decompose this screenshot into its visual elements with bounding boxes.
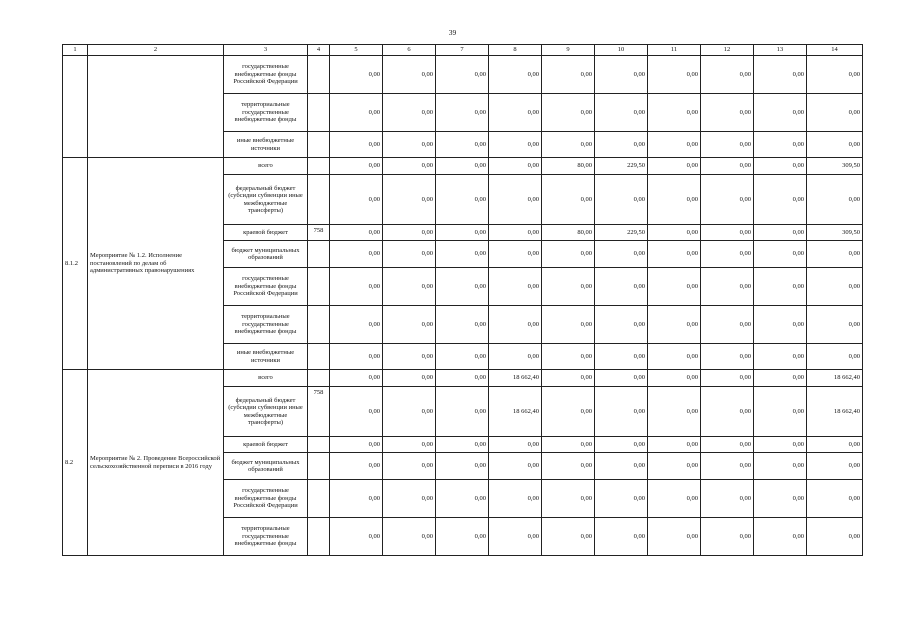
value-cell: 0,00 xyxy=(648,175,701,225)
value-cell: 0,00 xyxy=(595,437,648,453)
value-cell: 0,00 xyxy=(648,344,701,370)
value-cell: 0,00 xyxy=(595,453,648,480)
column-header: 8 xyxy=(489,45,542,56)
value-cell: 0,00 xyxy=(489,175,542,225)
grbs-code xyxy=(308,132,330,158)
value-cell: 80,00 xyxy=(542,225,595,241)
value-cell: 0,00 xyxy=(807,56,863,94)
value-cell: 0,00 xyxy=(383,56,436,94)
column-header: 10 xyxy=(595,45,648,56)
value-cell: 0,00 xyxy=(807,94,863,132)
value-cell: 0,00 xyxy=(436,518,489,556)
value-cell: 0,00 xyxy=(542,56,595,94)
value-cell: 0,00 xyxy=(648,158,701,175)
value-cell: 0,00 xyxy=(489,56,542,94)
grbs-code xyxy=(308,306,330,344)
value-cell: 0,00 xyxy=(701,453,754,480)
value-cell: 0,00 xyxy=(754,387,807,437)
value-cell: 0,00 xyxy=(383,370,436,387)
value-cell: 0,00 xyxy=(489,158,542,175)
value-cell: 0,00 xyxy=(436,175,489,225)
value-cell: 0,00 xyxy=(542,437,595,453)
value-cell: 0,00 xyxy=(436,132,489,158)
value-cell: 0,00 xyxy=(701,268,754,306)
event-name: Мероприятие № 2. Проведение Всероссийской сельскохозяйственной переписи в 2016 году xyxy=(88,370,224,556)
value-cell: 0,00 xyxy=(436,268,489,306)
value-cell: 0,00 xyxy=(489,437,542,453)
grbs-code xyxy=(308,518,330,556)
value-cell: 0,00 xyxy=(701,518,754,556)
column-header: 5 xyxy=(330,45,383,56)
grbs-code xyxy=(308,437,330,453)
column-header: 1 xyxy=(63,45,88,56)
funding-source: государственные внебюджетные фонды Российской Федерации xyxy=(224,480,308,518)
value-cell: 0,00 xyxy=(807,241,863,268)
value-cell: 0,00 xyxy=(489,344,542,370)
column-header: 2 xyxy=(88,45,224,56)
grbs-code xyxy=(308,344,330,370)
value-cell: 0,00 xyxy=(754,225,807,241)
value-cell: 0,00 xyxy=(542,241,595,268)
value-cell: 0,00 xyxy=(330,370,383,387)
value-cell: 309,50 xyxy=(807,225,863,241)
value-cell: 0,00 xyxy=(330,158,383,175)
value-cell: 0,00 xyxy=(648,518,701,556)
value-cell: 0,00 xyxy=(542,453,595,480)
value-cell: 0,00 xyxy=(383,268,436,306)
value-cell: 0,00 xyxy=(383,241,436,268)
value-cell: 0,00 xyxy=(595,480,648,518)
value-cell: 0,00 xyxy=(383,480,436,518)
value-cell: 0,00 xyxy=(754,241,807,268)
value-cell: 0,00 xyxy=(383,175,436,225)
value-cell: 0,00 xyxy=(542,306,595,344)
value-cell: 0,00 xyxy=(595,387,648,437)
value-cell: 0,00 xyxy=(489,453,542,480)
grbs-code xyxy=(308,453,330,480)
value-cell: 0,00 xyxy=(595,306,648,344)
value-cell: 0,00 xyxy=(807,175,863,225)
value-cell: 0,00 xyxy=(542,175,595,225)
value-cell: 0,00 xyxy=(595,268,648,306)
value-cell: 0,00 xyxy=(330,387,383,437)
value-cell: 0,00 xyxy=(330,241,383,268)
value-cell: 0,00 xyxy=(489,225,542,241)
column-header: 3 xyxy=(224,45,308,56)
column-header: 9 xyxy=(542,45,595,56)
value-cell: 0,00 xyxy=(754,132,807,158)
value-cell: 18 662,40 xyxy=(807,370,863,387)
funding-source: иные внебюджетные источники xyxy=(224,132,308,158)
value-cell: 0,00 xyxy=(330,480,383,518)
funding-source: краевой бюджет xyxy=(224,225,308,241)
funding-source: краевой бюджет xyxy=(224,437,308,453)
grbs-code xyxy=(308,268,330,306)
value-cell: 0,00 xyxy=(330,268,383,306)
funding-source: государственные внебюджетные фонды Российской Федерации xyxy=(224,268,308,306)
value-cell: 0,00 xyxy=(330,306,383,344)
funding-source: федеральный бюджет (субсидии субвенции иные межбюджетные трансферты) xyxy=(224,387,308,437)
value-cell: 0,00 xyxy=(542,268,595,306)
value-cell: 0,00 xyxy=(489,268,542,306)
value-cell: 0,00 xyxy=(542,518,595,556)
value-cell: 0,00 xyxy=(648,94,701,132)
value-cell: 80,00 xyxy=(542,158,595,175)
value-cell: 0,00 xyxy=(595,518,648,556)
value-cell: 18 662,40 xyxy=(489,387,542,437)
funding-source: бюджет муниципальных образований xyxy=(224,453,308,480)
value-cell: 0,00 xyxy=(436,387,489,437)
value-cell: 0,00 xyxy=(330,175,383,225)
value-cell: 0,00 xyxy=(648,132,701,158)
value-cell: 0,00 xyxy=(436,306,489,344)
value-cell: 0,00 xyxy=(701,480,754,518)
value-cell: 0,00 xyxy=(648,387,701,437)
funding-source: территориальные государственные внебюджетные фонды xyxy=(224,94,308,132)
value-cell: 0,00 xyxy=(754,518,807,556)
value-cell: 0,00 xyxy=(330,56,383,94)
value-cell: 0,00 xyxy=(489,94,542,132)
value-cell: 0,00 xyxy=(701,370,754,387)
value-cell: 0,00 xyxy=(330,94,383,132)
column-header: 7 xyxy=(436,45,489,56)
funding-source: федеральный бюджет (субсидии субвенции иные межбюджетные трансферты) xyxy=(224,175,308,225)
value-cell: 0,00 xyxy=(436,453,489,480)
value-cell: 0,00 xyxy=(701,437,754,453)
value-cell: 0,00 xyxy=(383,225,436,241)
funding-source: всего xyxy=(224,158,308,175)
value-cell: 0,00 xyxy=(754,268,807,306)
column-header: 11 xyxy=(648,45,701,56)
value-cell: 0,00 xyxy=(701,56,754,94)
value-cell: 0,00 xyxy=(754,344,807,370)
value-cell: 0,00 xyxy=(648,225,701,241)
table-row xyxy=(63,370,863,387)
funding-source: бюджет муниципальных образований xyxy=(224,241,308,268)
value-cell: 0,00 xyxy=(330,225,383,241)
value-cell: 0,00 xyxy=(648,306,701,344)
value-cell: 0,00 xyxy=(648,370,701,387)
value-cell: 0,00 xyxy=(489,132,542,158)
event-name: Мероприятие № 1.2. Исполнение постановлений по делам об административных правонарушениях xyxy=(88,158,224,370)
value-cell: 0,00 xyxy=(330,344,383,370)
value-cell: 0,00 xyxy=(330,518,383,556)
header-row xyxy=(63,45,863,56)
value-cell: 0,00 xyxy=(807,344,863,370)
value-cell: 0,00 xyxy=(383,387,436,437)
value-cell: 0,00 xyxy=(595,344,648,370)
funding-source: всего xyxy=(224,370,308,387)
value-cell: 0,00 xyxy=(754,306,807,344)
table-row xyxy=(63,56,863,94)
column-header: 14 xyxy=(807,45,863,56)
grbs-code: 758 xyxy=(308,387,330,437)
table-row xyxy=(63,158,863,175)
value-cell: 0,00 xyxy=(436,158,489,175)
value-cell: 0,00 xyxy=(436,94,489,132)
value-cell: 309,50 xyxy=(807,158,863,175)
value-cell: 0,00 xyxy=(754,480,807,518)
event-name xyxy=(88,56,224,158)
budget-table xyxy=(62,44,863,556)
item-code: 8.2 xyxy=(63,370,88,556)
value-cell: 0,00 xyxy=(648,56,701,94)
value-cell: 0,00 xyxy=(489,306,542,344)
value-cell: 0,00 xyxy=(595,175,648,225)
value-cell: 0,00 xyxy=(754,94,807,132)
value-cell: 0,00 xyxy=(330,453,383,480)
value-cell: 0,00 xyxy=(383,158,436,175)
grbs-code xyxy=(308,241,330,268)
value-cell: 0,00 xyxy=(807,437,863,453)
grbs-code: 758 xyxy=(308,225,330,241)
value-cell: 0,00 xyxy=(383,306,436,344)
page-number: 39 xyxy=(448,28,457,37)
value-cell: 0,00 xyxy=(807,453,863,480)
value-cell: 0,00 xyxy=(542,132,595,158)
value-cell: 0,00 xyxy=(807,518,863,556)
value-cell: 0,00 xyxy=(489,480,542,518)
value-cell: 0,00 xyxy=(542,370,595,387)
value-cell: 0,00 xyxy=(595,56,648,94)
value-cell: 0,00 xyxy=(701,225,754,241)
item-code xyxy=(63,56,88,158)
value-cell: 0,00 xyxy=(383,453,436,480)
value-cell: 0,00 xyxy=(648,268,701,306)
value-cell: 0,00 xyxy=(754,175,807,225)
funding-source: государственные внебюджетные фонды Российской Федерации xyxy=(224,56,308,94)
value-cell: 0,00 xyxy=(701,132,754,158)
value-cell: 0,00 xyxy=(383,437,436,453)
value-cell: 0,00 xyxy=(330,132,383,158)
value-cell: 0,00 xyxy=(701,158,754,175)
table-body xyxy=(63,56,863,556)
value-cell: 0,00 xyxy=(436,56,489,94)
value-cell: 0,00 xyxy=(542,480,595,518)
value-cell: 0,00 xyxy=(383,132,436,158)
value-cell: 229,50 xyxy=(595,158,648,175)
value-cell: 0,00 xyxy=(595,241,648,268)
value-cell: 0,00 xyxy=(754,453,807,480)
value-cell: 18 662,40 xyxy=(807,387,863,437)
funding-source: территориальные государственные внебюджетные фонды xyxy=(224,518,308,556)
value-cell: 0,00 xyxy=(436,437,489,453)
value-cell: 0,00 xyxy=(436,225,489,241)
funding-source: иные внебюджетные источники xyxy=(224,344,308,370)
value-cell: 18 662,40 xyxy=(489,370,542,387)
grbs-code xyxy=(308,158,330,175)
value-cell: 0,00 xyxy=(383,518,436,556)
item-code: 8.1.2 xyxy=(63,158,88,370)
grbs-code xyxy=(308,56,330,94)
value-cell: 0,00 xyxy=(701,344,754,370)
grbs-code xyxy=(308,175,330,225)
value-cell: 229,50 xyxy=(595,225,648,241)
value-cell: 0,00 xyxy=(436,241,489,268)
value-cell: 0,00 xyxy=(595,94,648,132)
value-cell: 0,00 xyxy=(648,453,701,480)
value-cell: 0,00 xyxy=(330,437,383,453)
value-cell: 0,00 xyxy=(489,241,542,268)
value-cell: 0,00 xyxy=(436,480,489,518)
value-cell: 0,00 xyxy=(701,175,754,225)
value-cell: 0,00 xyxy=(754,370,807,387)
value-cell: 0,00 xyxy=(754,56,807,94)
value-cell: 0,00 xyxy=(542,94,595,132)
column-header: 12 xyxy=(701,45,754,56)
value-cell: 0,00 xyxy=(807,306,863,344)
value-cell: 0,00 xyxy=(648,480,701,518)
column-header: 6 xyxy=(383,45,436,56)
grbs-code xyxy=(308,480,330,518)
value-cell: 0,00 xyxy=(701,306,754,344)
value-cell: 0,00 xyxy=(542,387,595,437)
value-cell: 0,00 xyxy=(595,370,648,387)
value-cell: 0,00 xyxy=(701,387,754,437)
value-cell: 0,00 xyxy=(754,437,807,453)
value-cell: 0,00 xyxy=(701,241,754,268)
column-header: 4 xyxy=(308,45,330,56)
value-cell: 0,00 xyxy=(648,241,701,268)
column-header: 13 xyxy=(754,45,807,56)
grbs-code xyxy=(308,370,330,387)
funding-source: территориальные государственные внебюджетные фонды xyxy=(224,306,308,344)
value-cell: 0,00 xyxy=(807,132,863,158)
value-cell: 0,00 xyxy=(542,344,595,370)
value-cell: 0,00 xyxy=(383,94,436,132)
grbs-code xyxy=(308,94,330,132)
value-cell: 0,00 xyxy=(754,158,807,175)
value-cell: 0,00 xyxy=(489,518,542,556)
value-cell: 0,00 xyxy=(595,132,648,158)
value-cell: 0,00 xyxy=(701,94,754,132)
value-cell: 0,00 xyxy=(436,370,489,387)
value-cell: 0,00 xyxy=(807,268,863,306)
value-cell: 0,00 xyxy=(648,437,701,453)
value-cell: 0,00 xyxy=(383,344,436,370)
value-cell: 0,00 xyxy=(807,480,863,518)
value-cell: 0,00 xyxy=(436,344,489,370)
